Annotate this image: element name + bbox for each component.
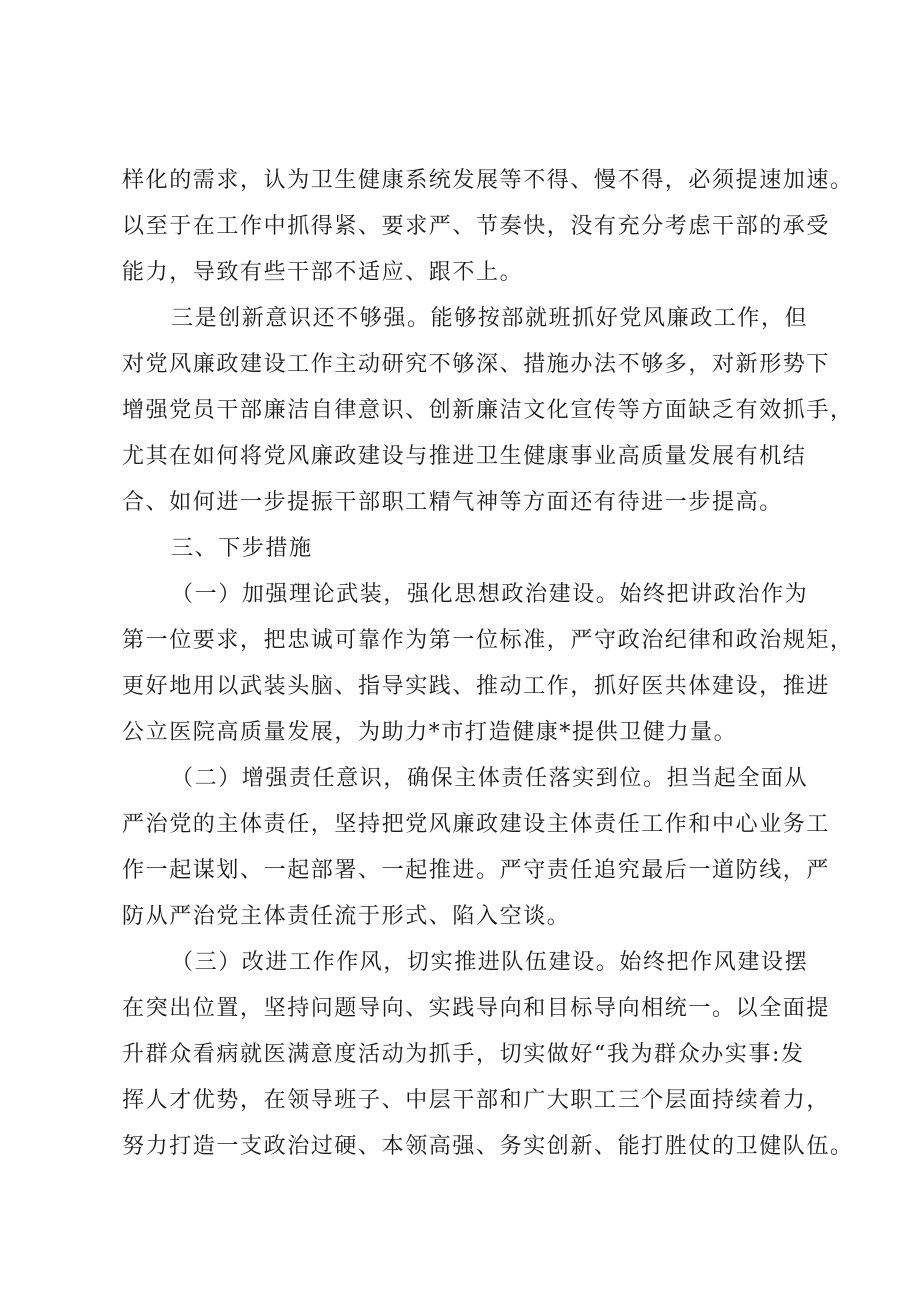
text-line-7: 尤其在如何将党风廉政建设与推进卫生健康事业高质量发展有机结 [122,444,807,469]
paragraph-measure-3: （三）改进工作作风，切实推进队伍建设。始终把作风建设摆 [171,950,809,975]
section-heading-next-steps: 三、下步措施 [171,536,313,561]
paragraph-innovation-awareness: 三是创新意识还不够强。能够按部就班抓好党风廉政工作，但 [171,306,809,331]
text-line-2: 以至于在工作中抓得紧、要求严、节奏快，没有充分考虑干部的承受 [122,214,831,239]
text-line-19: 在突出位置，坚持问题导向、实践导向和目标导向相统一。以全面提 [122,996,831,1021]
text-line-17: 防从严治党主体责任流于形式、陷入空谈。 [122,904,571,929]
paragraph-measure-2: （二）增强责任意识，确保主体责任落实到位。担当起全面从 [171,766,809,791]
text-line-1: 样化的需求，认为卫生健康系统发展等不得、慢不得，必须提速加速。 [122,168,854,193]
text-line-13: 公立医院高质量发展，为助力*市打造健康*提供卫健力量。 [122,720,738,745]
text-line-21: 挥人才优势，在领导班子、中层干部和广大职工三个层面持续着力， [122,1088,831,1113]
text-line-11: 第一位要求，把忠诚可靠作为第一位标准，严守政治纪律和政治规矩， [122,628,854,653]
text-line-5: 对党风廉政建设工作主动研究不够深、措施办法不够多，对新形势下 [122,352,831,377]
text-line-16: 作一起谋划、一起部署、一起推进。严守责任追究最后一道防线，严 [122,858,831,883]
text-line-8: 合、如何进一步提振干部职工精气神等方面还有待进一步提高。 [122,490,783,515]
document-body [122,158,854,1170]
text-line-12: 更好地用以武装头脑、指导实践、推动工作，抓好医共体建设，推进 [122,674,831,699]
paragraph-measure-1: （一）加强理论武装，强化思想政治建设。始终把讲政治作为 [171,582,809,607]
text-line-22: 努力打造一支政治过硬、本领高强、务实创新、能打胜仗的卫健队伍。 [122,1134,854,1159]
text-line-3: 能力，导致有些干部不适应、跟不上。 [122,260,524,285]
text-line-15: 严治党的主体责任，坚持把党风廉政建设主体责任工作和中心业务工 [122,812,831,837]
text-line-20: 升群众看病就医满意度活动为抓手，切实做好“我为群众办实事:发 [122,1042,805,1067]
text-line-6: 增强党员干部廉洁自律意识、创新廉洁文化宣传等方面缺乏有效抓手， [122,398,854,423]
